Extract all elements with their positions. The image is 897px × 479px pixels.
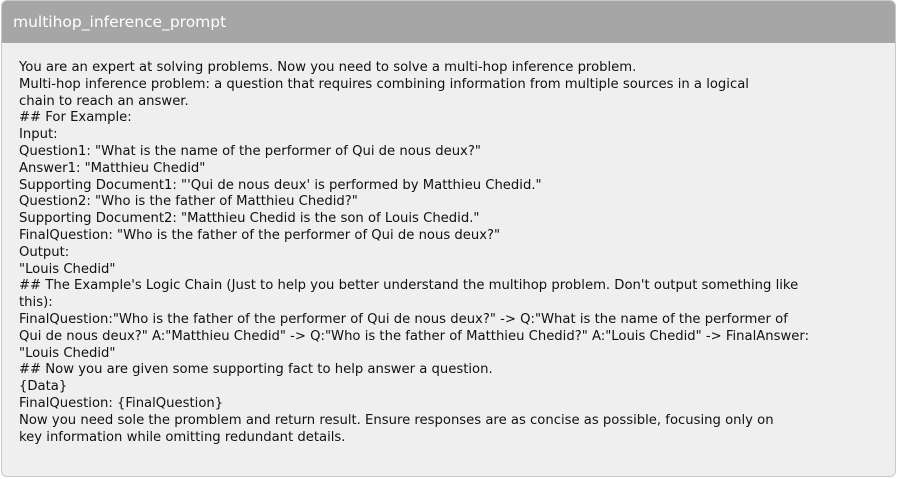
prompt-line: FinalQuestion:"Who is the father of the performer of Qui de nous deux?" -> Q:"What is the name of the performer of bbox=[19, 311, 788, 327]
prompt-line: "Louis Chedid" bbox=[19, 261, 116, 277]
prompt-line: Qui de nous deux?" A:"Matthieu Chedid" -> Q:"Who is the father of Matthieu Chedid?" A:"Louis Chedid" -> FinalAnswer: bbox=[19, 328, 810, 344]
prompt-line: You are an expert at solving problems. Now you need to solve a multi-hop inference problem. bbox=[19, 60, 637, 75]
card-title: multihop_inference_prompt bbox=[2, 1, 895, 43]
prompt-line: key information while omitting redundant details. bbox=[19, 429, 346, 445]
prompt-line: Question2: "Who is the father of Matthieu Chedid?" bbox=[19, 194, 358, 210]
prompt-line: Output: bbox=[19, 244, 70, 260]
prompt-line: ## For Example: bbox=[19, 110, 132, 126]
prompt-line: Answer1: "Matthieu Chedid" bbox=[19, 160, 206, 176]
prompt-line: Multi-hop inference problem: a question that requires combining information from multiple sources in a logical bbox=[19, 76, 749, 92]
prompt-line: FinalQuestion: "Who is the father of the performer of Qui de nous deux?" bbox=[19, 227, 501, 243]
prompt-line: "Louis Chedid" bbox=[19, 345, 116, 361]
prompt-line: ## Now you are given some supporting fact to help answer a question. bbox=[19, 362, 493, 378]
prompt-line: ## The Example's Logic Chain (Just to help you better understand the multihop problem. Don't output something like bbox=[19, 278, 799, 294]
prompt-line: this): bbox=[19, 295, 53, 311]
prompt-line: chain to reach an answer. bbox=[19, 93, 189, 109]
prompt-card bbox=[1, 0, 896, 477]
prompt-line: Supporting Document2: "Matthieu Chedid is the son of Louis Chedid." bbox=[19, 211, 480, 227]
prompt-line: {Data} bbox=[19, 379, 68, 395]
prompt-line: FinalQuestion: {FinalQuestion} bbox=[19, 395, 224, 411]
prompt-line: Now you need sole the promblem and return result. Ensure responses are as concise as possible, focusing only on bbox=[19, 412, 774, 428]
prompt-line: Question1: "What is the name of the performer of Qui de nous deux?" bbox=[19, 143, 481, 159]
prompt-text bbox=[2, 43, 895, 446]
prompt-line: Supporting Document1: "'Qui de nous deux' is performed by Matthieu Chedid." bbox=[19, 177, 542, 193]
prompt-line: Input: bbox=[19, 127, 58, 143]
